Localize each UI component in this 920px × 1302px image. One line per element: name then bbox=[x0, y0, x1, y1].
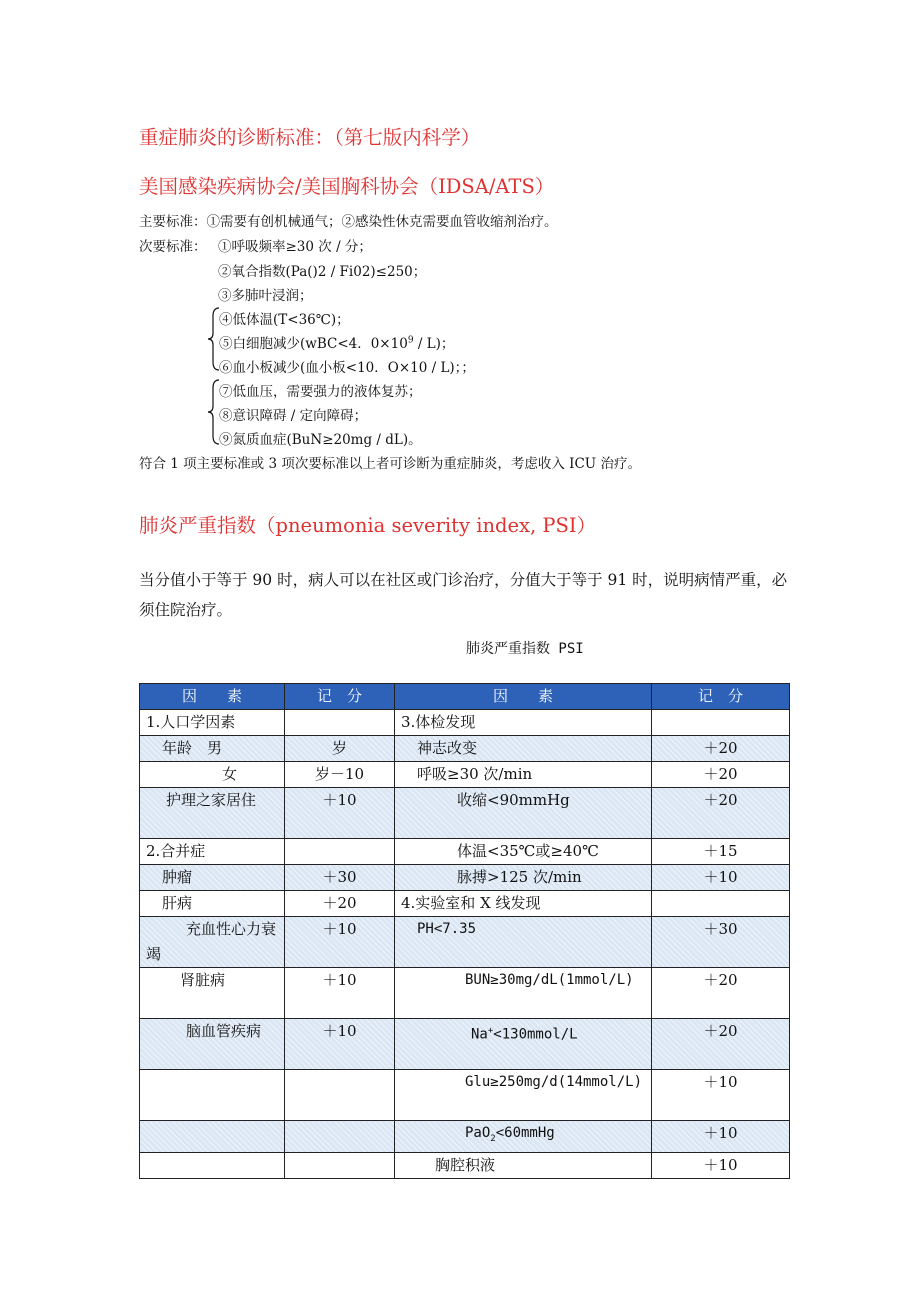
cell: ＋30 bbox=[652, 917, 790, 968]
cell: ＋10 bbox=[285, 917, 395, 968]
criteria-conclusion: 符合 1 项主要标准或 3 项次要标准以上者可诊断为重症肺炎，考虑收入 ICU 治疗。 bbox=[139, 456, 641, 472]
table-row bbox=[140, 762, 790, 788]
table-row bbox=[140, 1019, 790, 1070]
na-superscript: + bbox=[487, 1026, 494, 1036]
cell: ＋20 bbox=[652, 736, 790, 762]
cell: BUN≥30mg/dL(1mmol/L) bbox=[395, 968, 652, 1019]
cell bbox=[395, 1121, 652, 1153]
minor-item-5 bbox=[219, 332, 454, 352]
cell: 肝病 bbox=[140, 891, 285, 917]
cell: ＋10 bbox=[285, 1019, 395, 1070]
cell: 岁 bbox=[285, 736, 395, 762]
cell bbox=[285, 1152, 395, 1178]
major-label: 主要标准： bbox=[139, 214, 207, 230]
cell: ＋10 bbox=[285, 968, 395, 1019]
cell: 充血性心力衰竭 bbox=[140, 917, 285, 968]
cell: 神志改变 bbox=[395, 736, 652, 762]
psi-paragraph: 当分值小于等于 90 时，病人可以在社区或门诊治疗，分值大于等于 91 时，说明病情严重，必须住院治疗。 bbox=[139, 571, 788, 619]
table-caption: 肺炎严重指数 PSI bbox=[466, 641, 584, 657]
header-factor-1: 因 素 bbox=[140, 684, 285, 710]
cell: 年龄 男 bbox=[140, 736, 285, 762]
pao-text: PaO bbox=[465, 1125, 491, 1141]
cell bbox=[285, 1070, 395, 1121]
cell bbox=[395, 1019, 652, 1070]
cell: ＋10 bbox=[285, 788, 395, 839]
cell: 胸腔积液 bbox=[395, 1152, 652, 1178]
cell bbox=[285, 710, 395, 736]
cell: 2.合并症 bbox=[140, 839, 285, 865]
minor-item-6: ⑥血小板减少(血小板<10．O×10 / L)；； bbox=[219, 360, 475, 376]
cell: PH<7.35 bbox=[395, 917, 652, 968]
title-idsa-ats: 美国感染疾病协会/美国胸科协会（IDSA/ATS） bbox=[139, 175, 555, 198]
na-tail: <130mmol/L bbox=[493, 1026, 578, 1043]
cell bbox=[652, 891, 790, 917]
cell: 肾脏病 bbox=[140, 968, 285, 1019]
cell: 呼吸≥30 次/min bbox=[395, 762, 652, 788]
cell: ＋20 bbox=[285, 891, 395, 917]
cell: ＋10 bbox=[652, 1070, 790, 1121]
table-row bbox=[140, 1152, 790, 1178]
header-score-1: 记 分 bbox=[285, 684, 395, 710]
table-row bbox=[140, 839, 790, 865]
cell: ＋10 bbox=[652, 865, 790, 891]
header-factor-2: 因 素 bbox=[395, 684, 652, 710]
cell bbox=[140, 1070, 285, 1121]
cell: 岁－10 bbox=[285, 762, 395, 788]
cell: ＋10 bbox=[652, 1152, 790, 1178]
brace-group-1 bbox=[206, 306, 220, 372]
cell bbox=[140, 1152, 285, 1178]
cell: 脑血管疾病 bbox=[140, 1019, 285, 1070]
cell: 脉搏>125 次/min bbox=[395, 865, 652, 891]
major-text: ①需要有创机械通气；②感染性休克需要血管收缩剂治疗。 bbox=[206, 214, 558, 230]
cell: ＋20 bbox=[652, 968, 790, 1019]
cell: 体温<35℃或≥40℃ bbox=[395, 839, 652, 865]
title-psi: 肺炎严重指数（pneumonia severity index, PSI） bbox=[139, 514, 597, 537]
table-row bbox=[140, 710, 790, 736]
cell bbox=[285, 839, 395, 865]
table-row bbox=[140, 1070, 790, 1121]
minor-item-3: ③多肺叶浸润； bbox=[218, 288, 313, 304]
cell: 女 bbox=[140, 762, 285, 788]
cell: Glu≥250mg/d(14mmol/L) bbox=[395, 1070, 652, 1121]
cell: ＋30 bbox=[285, 865, 395, 891]
cell: ＋15 bbox=[652, 839, 790, 865]
cell: ＋20 bbox=[652, 1019, 790, 1070]
psi-table bbox=[139, 683, 790, 1179]
minor-item-2: ②氧合指数(Pa()2 / Fi02)≤250； bbox=[218, 264, 427, 280]
table-row bbox=[140, 891, 790, 917]
pao-subscript: 2 bbox=[490, 1133, 496, 1144]
cell: 肿瘤 bbox=[140, 865, 285, 891]
minor-item-5-tail: / L)； bbox=[413, 336, 455, 352]
cell: 护理之家居住 bbox=[140, 788, 285, 839]
cell bbox=[140, 1121, 285, 1153]
header-score-2: 记 分 bbox=[652, 684, 790, 710]
brace-group-2 bbox=[206, 378, 220, 446]
pao-tail: <60mmHg bbox=[495, 1125, 555, 1141]
table-row bbox=[140, 917, 790, 968]
table-row bbox=[140, 865, 790, 891]
minor-criteria-label: 次要标准： bbox=[139, 239, 207, 255]
minor-item-1: ①呼吸频率≥30 次 / 分； bbox=[218, 239, 372, 255]
major-criteria bbox=[139, 210, 558, 230]
minor-item-5-text: ⑤白细胞减少(wBC<4．0×10 bbox=[219, 336, 408, 352]
cell: ＋20 bbox=[652, 788, 790, 839]
minor-item-4: ④低体温(T<36℃)； bbox=[219, 312, 350, 328]
cell: 4.实验室和 X 线发现 bbox=[395, 891, 652, 917]
cell bbox=[285, 1121, 395, 1153]
minor-item-8: ⑧意识障碍 / 定向障碍； bbox=[219, 408, 368, 424]
cell: 3.体检发现 bbox=[395, 710, 652, 736]
table-row bbox=[140, 1121, 790, 1153]
table-row bbox=[140, 968, 790, 1019]
table-row bbox=[140, 736, 790, 762]
cell: ＋10 bbox=[652, 1121, 790, 1153]
wbc-superscript: 9 bbox=[407, 335, 414, 346]
cell bbox=[652, 710, 790, 736]
na-text: Na bbox=[471, 1026, 488, 1043]
cell: ＋20 bbox=[652, 762, 790, 788]
title-diagnosis-standard: 重症肺炎的诊断标准：（第七版内科学） bbox=[139, 126, 481, 149]
minor-item-7: ⑦低血压，需要强力的液体复苏； bbox=[219, 384, 422, 400]
minor-item-9: ⑨氮质血症(BuN≥20mg / dL)。 bbox=[219, 432, 422, 448]
table-row bbox=[140, 788, 790, 839]
cell: 1.人口学因素 bbox=[140, 710, 285, 736]
table-header-row bbox=[140, 684, 790, 710]
cell: 收缩<90mmHg bbox=[395, 788, 652, 839]
